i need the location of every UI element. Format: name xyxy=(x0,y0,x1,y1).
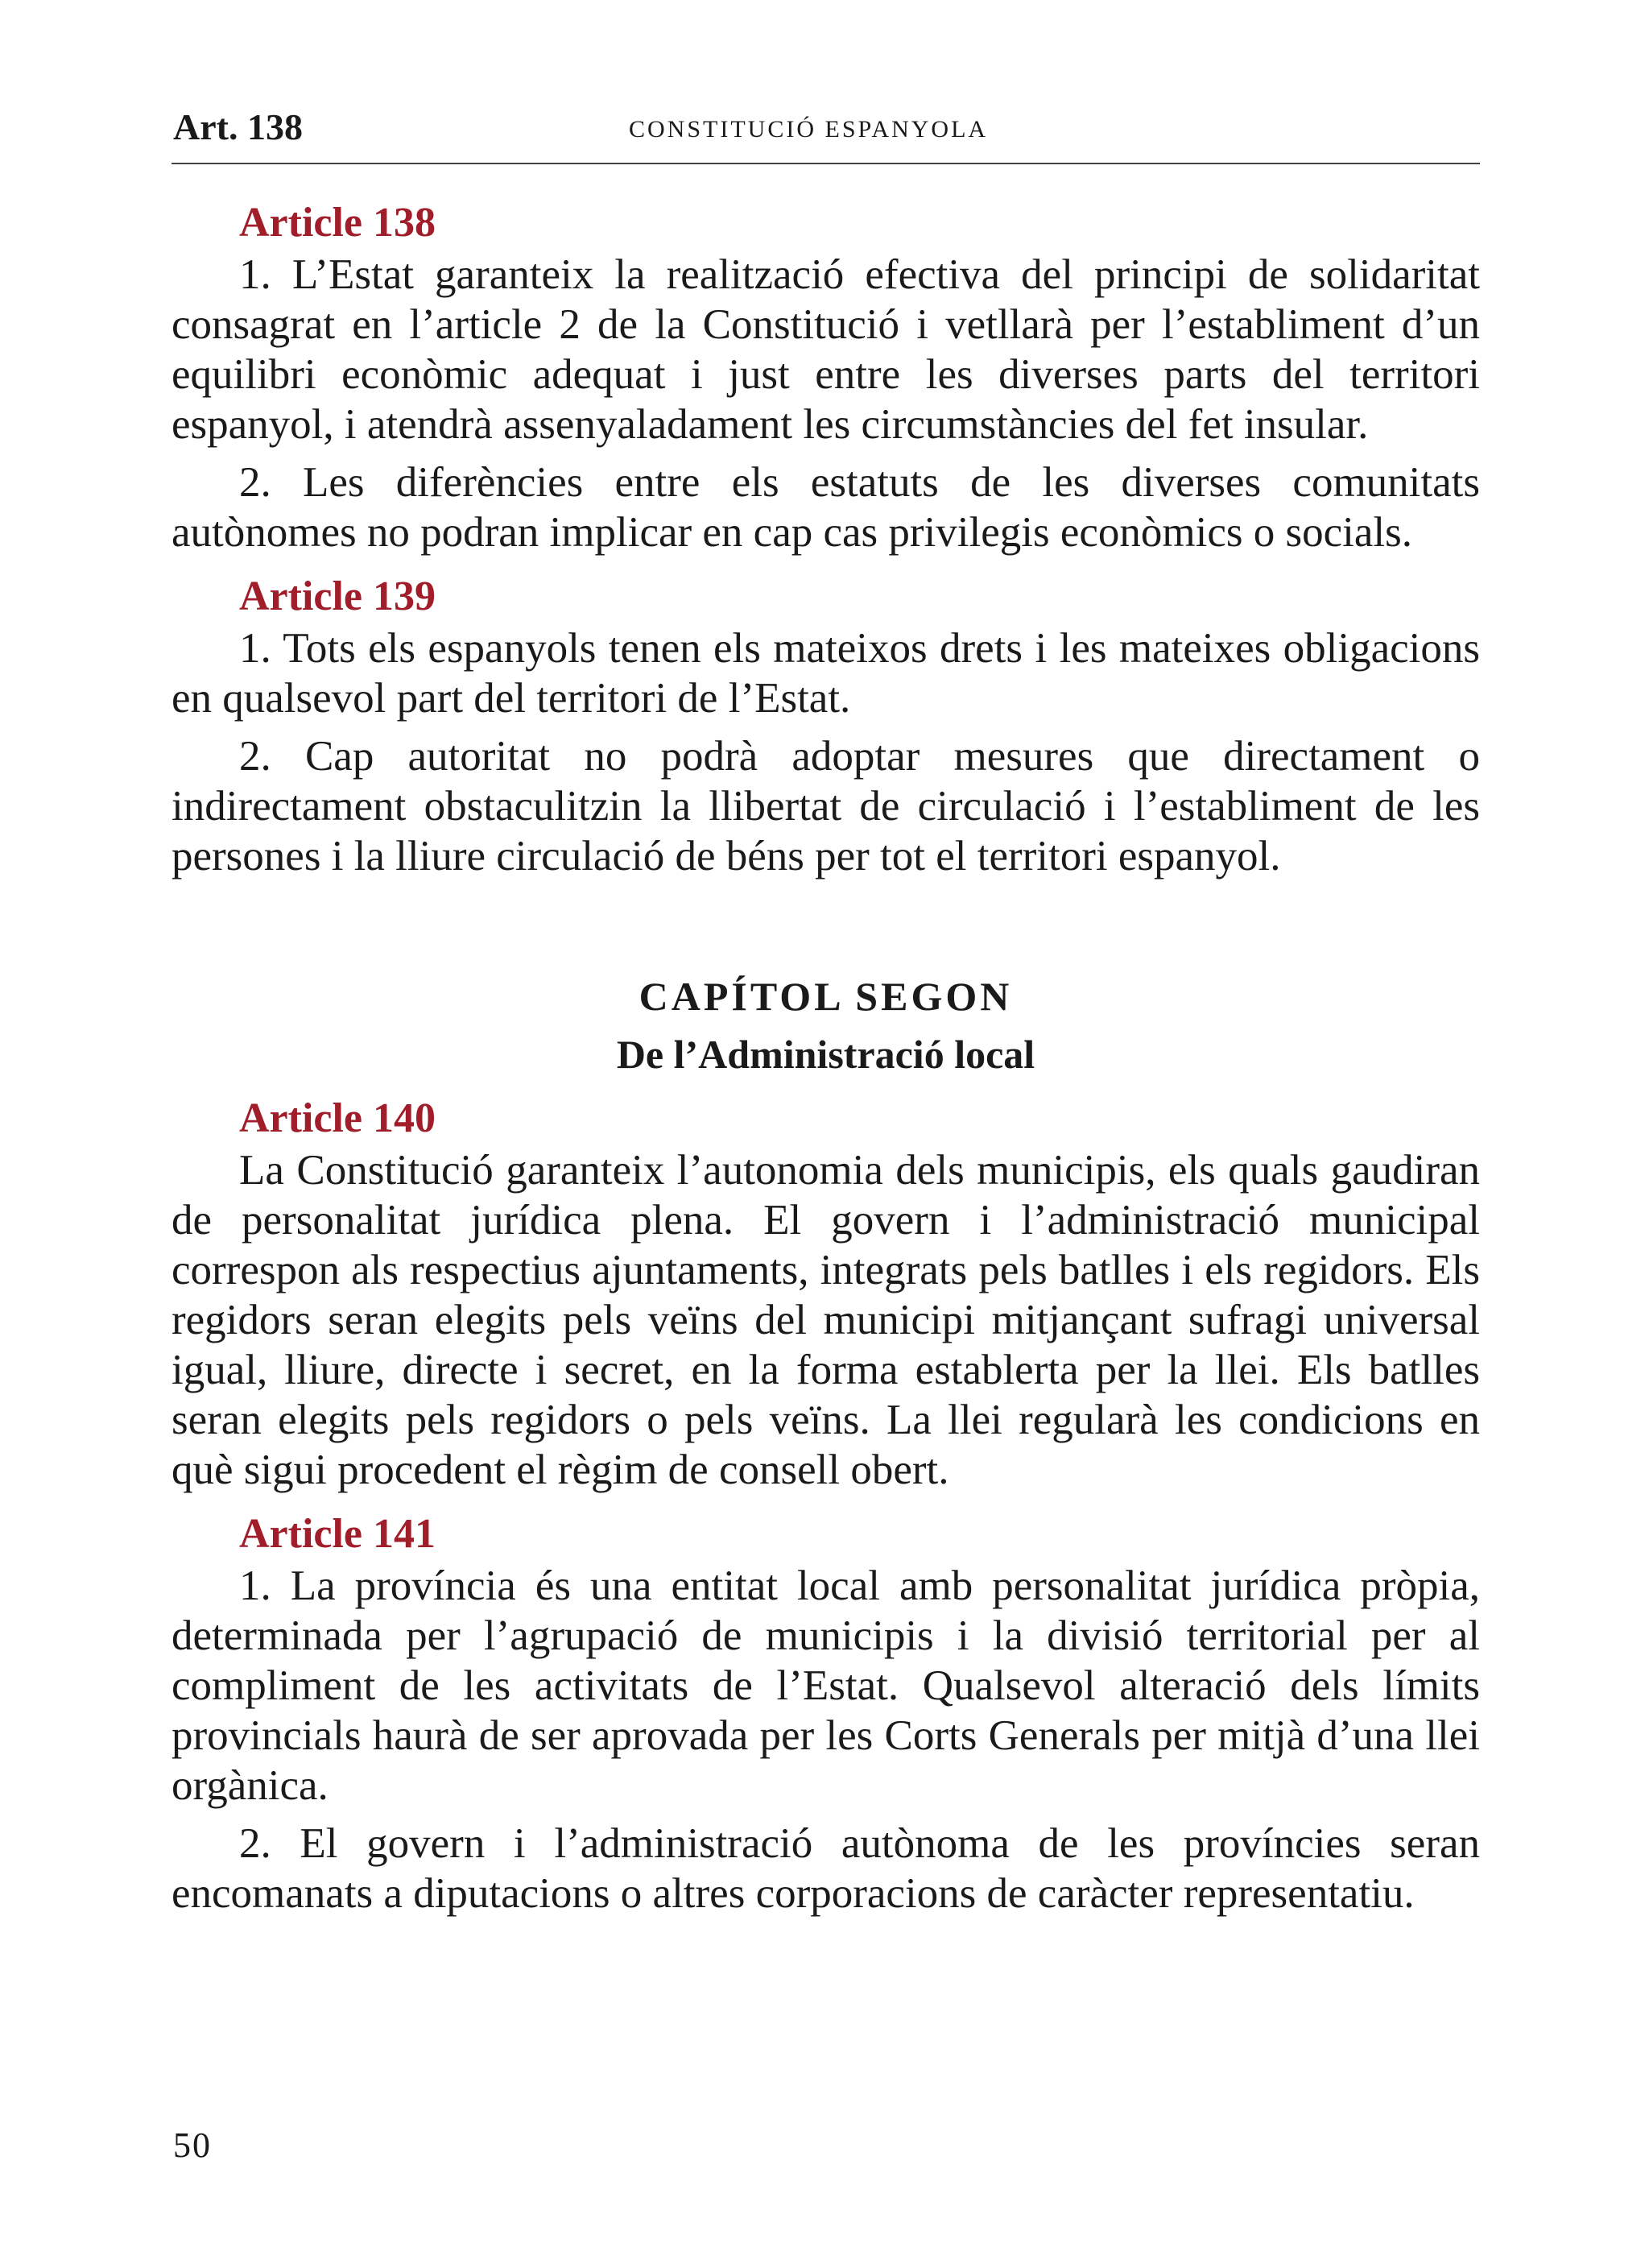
article-paragraph: 1. L’Estat garanteix la realització efectiva del principi de solidaritat consagrat en l’article 2 de la Constitució i vetllarà per l’establiment d’un equilibri econòmic adequat i just entre les diverses parts del territori espanyol, i atendrà assenyaladament les circumstàncies del fet insular. xyxy=(172,251,1480,448)
article-paragraph: La Constitució garanteix l’autonomia dels municipis, els quals gaudiran de personalitat jurídica plena. El govern i l’administració municipal correspon als respectius ajuntaments, integrats pels batlles i els regidors. Els regidors seran elegits pels veïns del municipi mitjançant sufragi universal igual, lliure, directe i secret, en la forma establerta per la llei. Els batlles seran elegits pels regidors o pels veïns. La llei regularà les condicions en què sigui procedent el règim de consell obert. xyxy=(172,1147,1480,1493)
article-paragraph: 1. La província és una entitat local amb personalitat jurídica pròpia, determinada per l’agrupació de municipis i la divisió territorial per al compliment de les activitats de l’Estat. Qualsevol alteració dels límits provincials haurà de ser aprovada per les Corts Generals per mitjà d’una llei orgànica. xyxy=(172,1562,1480,1809)
chapter-heading-block xyxy=(172,970,1480,1079)
article-140 xyxy=(172,1094,1480,1495)
document-page xyxy=(172,0,1480,2268)
article-paragraph: 2. Cap autoritat no podrà adoptar mesures que directament o indirectament obstaculitzin la llibertat de circulació i l’establiment de les persones i la lliure circulació de béns per tot el territori espanyol. xyxy=(172,733,1480,879)
running-head-title: CONSTITUCIÓ ESPANYOLA xyxy=(629,116,989,143)
article-141 xyxy=(172,1509,1480,1918)
article-paragraph: 1. Tots els espanyols tenen els mateixos drets i les mateixes obligacions en qualsevol part del territori de l’Estat. xyxy=(172,625,1480,722)
chapter-title: CAPÍTOL SEGON xyxy=(639,974,1013,1019)
article-heading: Article 141 xyxy=(239,1511,436,1557)
page-number: 50 xyxy=(173,2125,212,2165)
article-heading: Article 139 xyxy=(239,573,436,619)
article-139 xyxy=(172,572,1480,881)
article-paragraph: 2. El govern i l’administració autònoma de les províncies seran encomanats a diputacions o altres corporacions de caràcter representatiu. xyxy=(172,1820,1480,1917)
article-paragraph: 2. Les diferències entre els estatuts de les diverses comunitats autònomes no podran implicar en cap cas privilegis econòmics o socials. xyxy=(172,459,1480,556)
article-heading: Article 140 xyxy=(239,1095,436,1141)
running-head xyxy=(172,105,1480,164)
chapter-subtitle: De l’Administració local xyxy=(616,1032,1035,1077)
article-heading: Article 138 xyxy=(239,200,436,246)
document-body xyxy=(172,198,1480,1918)
article-138 xyxy=(172,198,1480,557)
running-head-article: Art. 138 xyxy=(173,106,303,147)
